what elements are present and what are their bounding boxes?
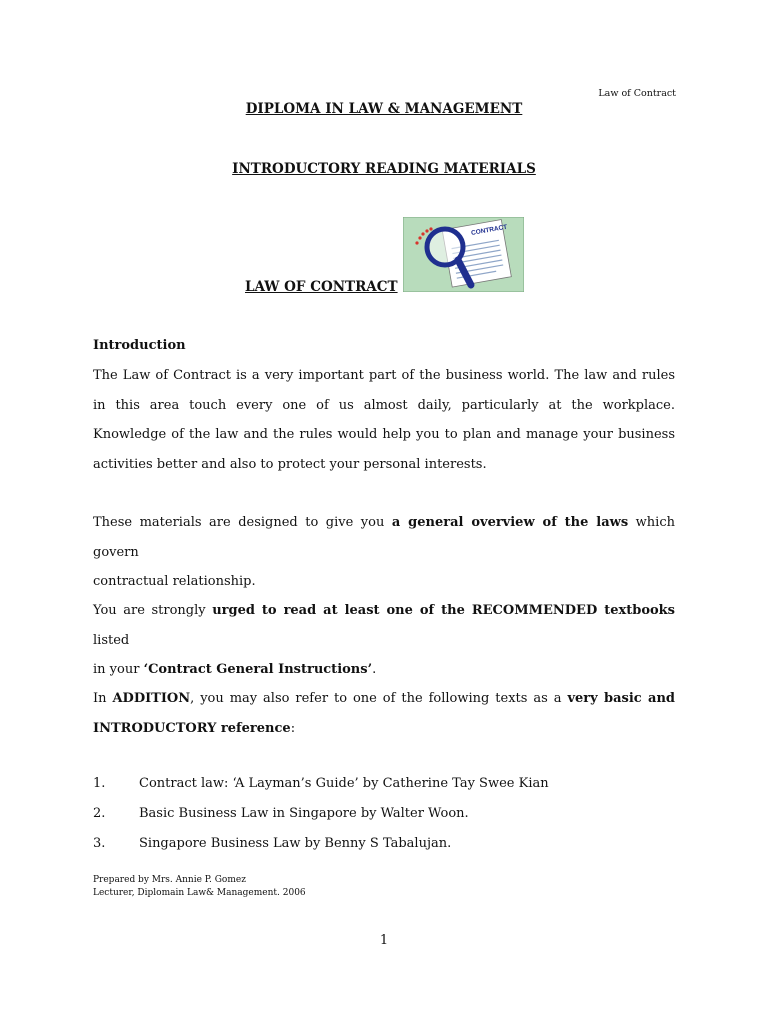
list-item: 1. Contract law: ‘A Layman’s Guide’ by Catherine Tay Swee Kian [93,776,549,791]
page-number: 1 [379,933,389,948]
footer-credit: Prepared by Mrs. Annie P. Gomez Lecturer, Diplomain Law& Management. 2006 [93,875,306,898]
textbooks-paragraph: You are strongly urged to read at least one of the RECOMMENDED textbooks listed in your ‘Contract General Instructions’. [93,603,675,677]
introduction-heading: Introduction [93,338,186,353]
magnifier-contract-icon [403,217,524,292]
document-subtitle: INTRODUCTORY READING MATERIALS [232,161,536,177]
section-title: LAW OF CONTRACT [245,279,398,295]
overview-paragraph: These materials are designed to give you a general overview of the laws which govern contractual relationship. [93,515,675,589]
stamp-text: CONTRACT [470,223,508,237]
list-item: 2. Basic Business Law in Singapore by Walter Woon. [93,806,469,821]
intro-paragraph: The Law of Contract is a very important part of the business world. The law and rules in this area touch every one of us almost daily, particularly at the workplace. Knowledge of the law and the rules would help you to plan and manage your business activities better and also to protect your personal interests. [93,368,675,472]
list-item: 3. Singapore Business Law by Benny S Tabalujan. [93,836,452,851]
addition-paragraph: In ADDITION, you may also refer to one of the following texts as a very basic and INTRODUCTORY reference: [93,691,675,736]
running-header: Law of Contract [598,88,676,99]
document-title: DIPLOMA IN LAW & MANAGEMENT [245,101,523,117]
